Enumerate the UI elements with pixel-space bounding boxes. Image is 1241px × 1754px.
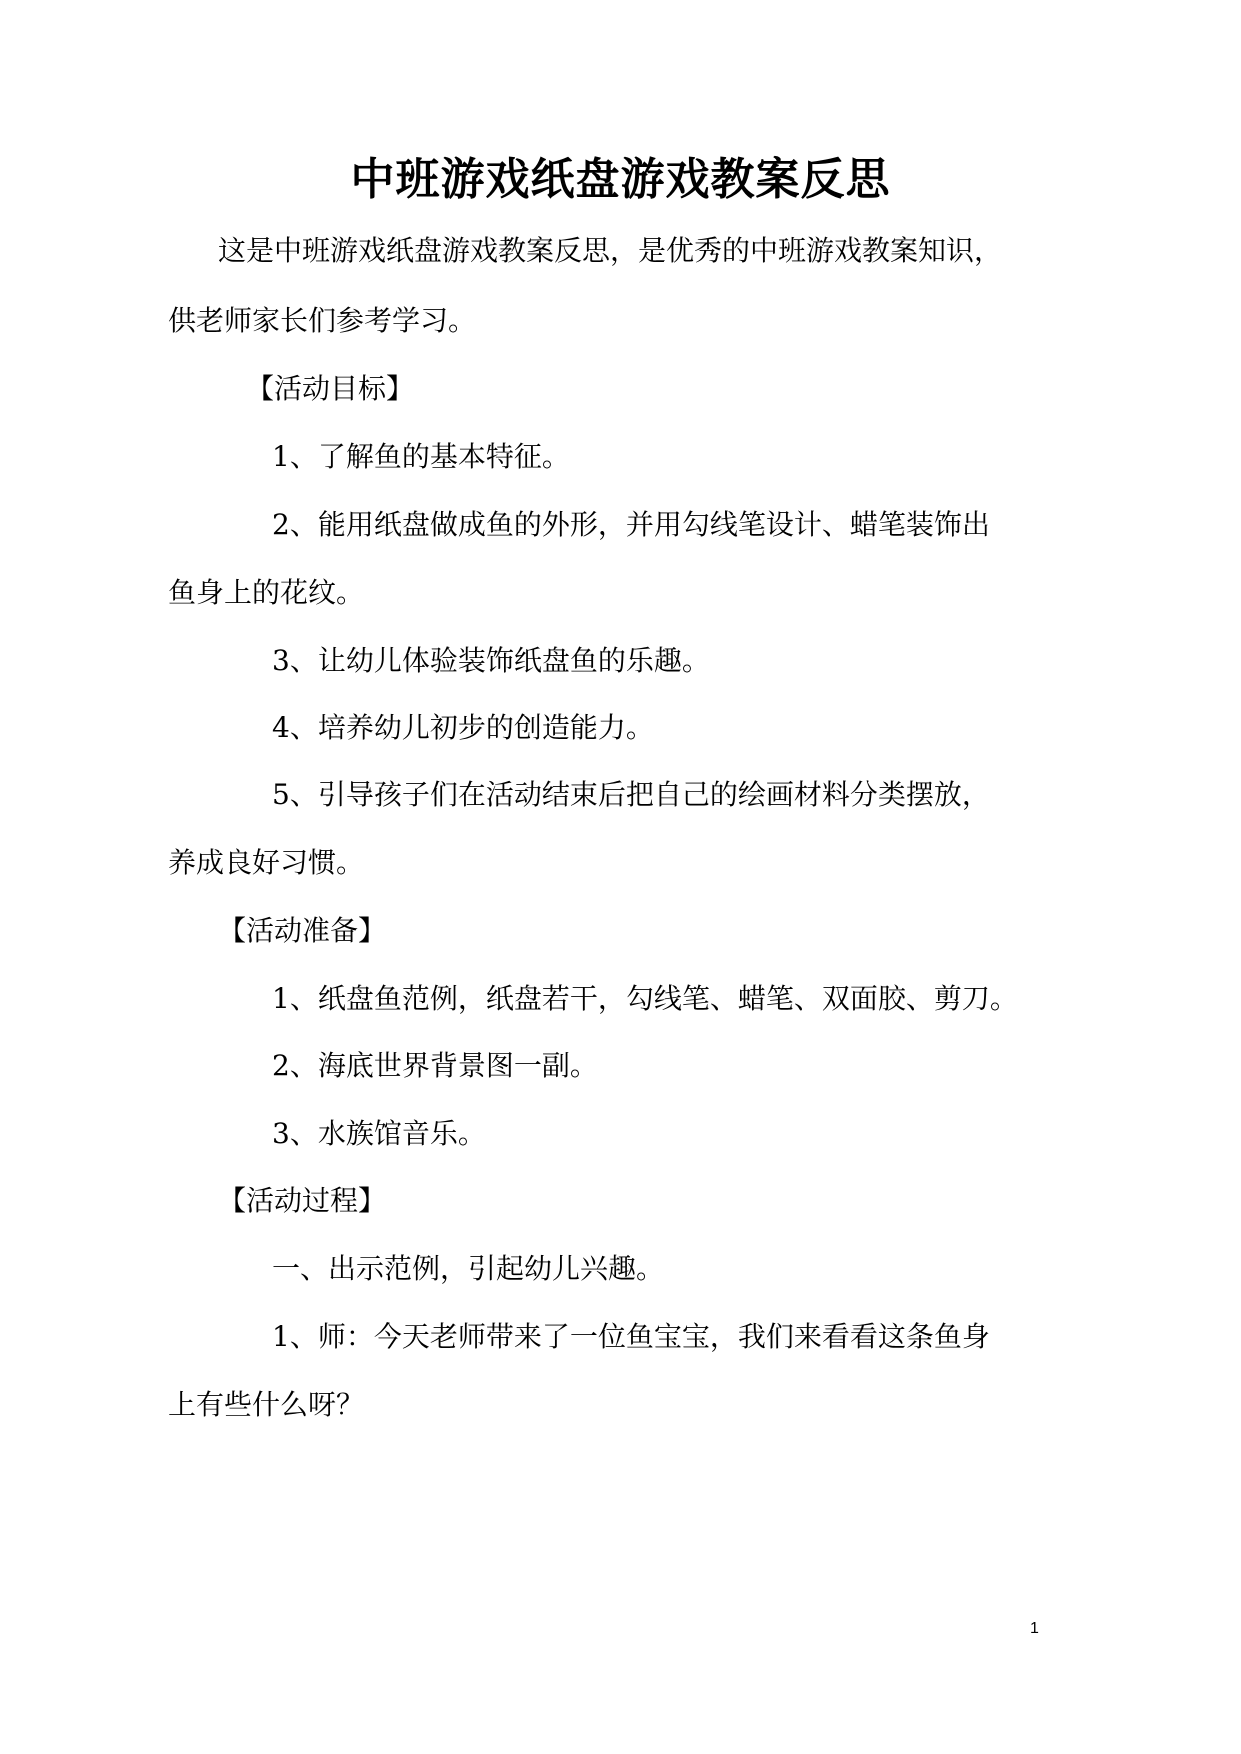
process-item-1-line-1: 1、师：今天老师带来了一位鱼宝宝，我们来看看这条鱼身 [272,1320,990,1353]
page-number: 1 [1030,1620,1039,1637]
goals-heading: 【活动目标】 [246,372,415,405]
process-item-1-line-2: 上有些什么呀？ [168,1388,365,1421]
process-heading: 【活动过程】 [218,1184,387,1217]
goal-5-line-2: 养成良好习惯。 [168,846,365,879]
intro-line-2: 供老师家长们参考学习。 [168,304,477,337]
goal-2-line-1: 2、能用纸盘做成鱼的外形，并用勾线笔设计、蜡笔装饰出 [272,508,990,541]
prep-1: 1、纸盘鱼范例，纸盘若干，勾线笔、蜡笔、双面胶、剪刀。 [272,982,1018,1015]
goal-1: 1、了解鱼的基本特征。 [272,440,570,473]
process-step-1: 一、出示范例，引起幼儿兴趣。 [272,1252,665,1285]
prep-heading: 【活动准备】 [218,914,387,947]
goal-3: 3、让幼儿体验装饰纸盘鱼的乐趣。 [272,644,710,677]
goal-5-line-1: 5、引导孩子们在活动结束后把自己的绘画材料分类摆放， [272,778,990,811]
goal-2-line-2: 鱼身上的花纹。 [168,576,365,609]
goal-4: 4、培养幼儿初步的创造能力。 [272,711,654,744]
prep-3: 3、水族馆音乐。 [272,1117,486,1150]
prep-2: 2、海底世界背景图一副。 [272,1049,598,1082]
intro-line-1: 这是中班游戏纸盘游戏教案反思，是优秀的中班游戏教案知识， [218,234,1003,267]
document-title: 中班游戏纸盘游戏教案反思 [350,154,891,205]
